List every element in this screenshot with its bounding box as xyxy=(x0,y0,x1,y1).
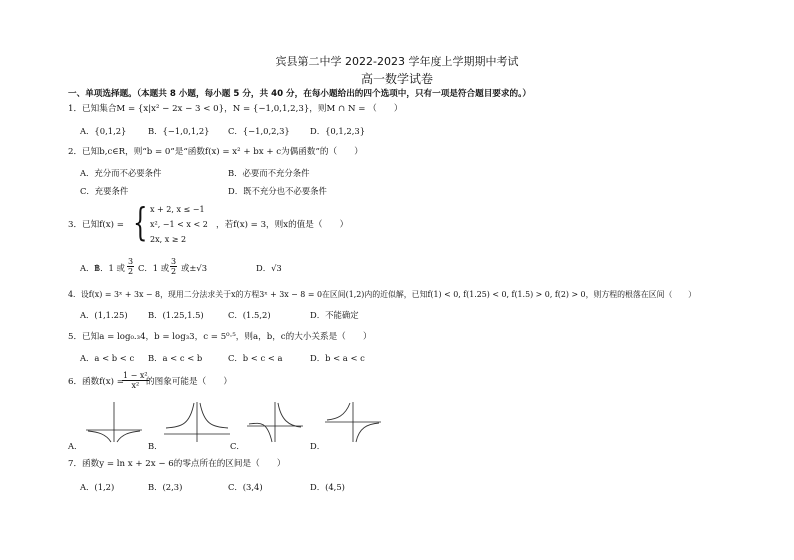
question-3-option-c-fraction xyxy=(170,257,177,276)
piece-3: 2x, x ≥ 2 xyxy=(150,235,187,244)
fraction-numerator: 3 xyxy=(128,257,134,266)
question-4-option-a: A．(1,1.25) xyxy=(80,310,128,320)
paper-title: 高一数学试卷 xyxy=(360,72,433,86)
graph-option-b xyxy=(162,400,232,444)
section-heading: 一、单项选择题。（本题共 8 小题，每小题 5 分，共 40 分，在每小题给出的四个选项中，只有一项是符合题目要求的。） xyxy=(68,89,531,99)
question-3-option-c-suffix: 或±√3 xyxy=(181,263,208,273)
question-3-option-b-fraction xyxy=(127,257,134,276)
question-3-lead: 3．已知f(x) = xyxy=(68,220,124,230)
question-4-option-d: D．不能确定 xyxy=(310,310,359,320)
question-3-option-d: D．√3 xyxy=(256,263,282,273)
question-3-option-c-prefix: C．1 或 xyxy=(138,263,170,273)
question-2-option-d: D．既不充分也不必要条件 xyxy=(228,186,327,196)
fraction-numerator: 1 − x² xyxy=(123,371,148,380)
fraction-denominator: 2 xyxy=(128,267,134,276)
graph-label-a: A． xyxy=(68,441,83,451)
question-4-option-c: C．(1.5,2) xyxy=(228,310,271,320)
graph-option-d xyxy=(323,400,383,444)
piece-1: x + 2, x ≤ −1 xyxy=(150,205,205,214)
question-1-option-a: A．{0,1,2} xyxy=(80,126,127,136)
question-5-option-c: C．b < c < a xyxy=(228,353,283,363)
question-1-option-c: C．{−1,0,2,3} xyxy=(228,126,290,136)
question-4-option-b: B．(1.25,1.5) xyxy=(148,310,204,320)
question-7-option-c: C．(3,4) xyxy=(228,482,263,492)
school-title: 宾县第二中学 2022-2023 学年度上学期期中考试 xyxy=(275,55,519,68)
question-5-option-a: A．a < b < c xyxy=(80,353,135,363)
question-1-option-d: D．{0,1,2,3} xyxy=(310,126,366,136)
question-3-option-b-prefix: B．1 或 xyxy=(94,263,125,273)
question-7-option-b: B．(2,3) xyxy=(148,482,183,492)
graph-label-b: B． xyxy=(148,441,163,451)
question-6-fraction xyxy=(122,371,149,390)
question-2-stem: 2．已知b,c∈R，则“b = 0”是“函数f(x) = x² + bx + c为偶函数”的（ ） xyxy=(68,147,363,157)
fraction-denominator: 2 xyxy=(171,267,177,276)
graph-option-c xyxy=(245,400,305,444)
question-2-option-c: C．充要条件 xyxy=(80,186,129,196)
piecewise-brace: { xyxy=(133,200,148,244)
graph-option-a xyxy=(84,400,144,444)
graph-label-c: C． xyxy=(230,441,245,451)
question-1-stem: 1．已知集合M = {x|x² − 2x − 3 < 0}，N = {−1,0,1,2,3}，则M ∩ N = （ ） xyxy=(68,104,403,114)
question-4-stem: 4．设f(x) = 3ˣ + 3x − 8，现用二分法求关于x的方程3ˣ + 3x − 8 = 0在区间(1,2)内的近似解，已知f(1) < 0, f(1.25) < 0, f(1.5) > 0, f(2) > 0，则方程的根落在区间（ ） xyxy=(68,290,697,299)
question-7-stem: 7．函数y = ln x + 2x − 6的零点所在的区间是（ ） xyxy=(68,459,286,469)
question-3-tail: ，若f(x) = 3，则x的值是（ ） xyxy=(216,220,349,230)
question-3-option-a: A．1 xyxy=(80,263,100,273)
question-6-stem-suffix: 的图象可能是（ ） xyxy=(146,377,232,387)
fraction-numerator: 3 xyxy=(171,257,177,266)
question-6-stem-prefix: 6．函数f(x) = xyxy=(68,377,124,387)
question-7-option-a: A．(1,2) xyxy=(80,482,115,492)
fraction-denominator: x² xyxy=(131,381,140,390)
question-5-option-d: D．b < a < c xyxy=(310,353,365,363)
question-7-option-d: D．(4,5) xyxy=(310,482,345,492)
question-1-option-b: B．{−1,0,1,2} xyxy=(148,126,210,136)
question-2-option-a: A．充分而不必要条件 xyxy=(80,168,162,178)
question-5-stem: 5．已知a = log₀.₃4，b = log₃3，c = 5⁰·⁵，则a，b，c的大小关系是（ ） xyxy=(68,332,372,342)
graph-label-d: D． xyxy=(310,441,326,451)
question-2-option-b: B．必要而不充分条件 xyxy=(228,168,310,178)
question-5-option-b: B．a < c < b xyxy=(148,353,203,363)
piece-2: x², −1 < x < 2 xyxy=(150,220,208,229)
